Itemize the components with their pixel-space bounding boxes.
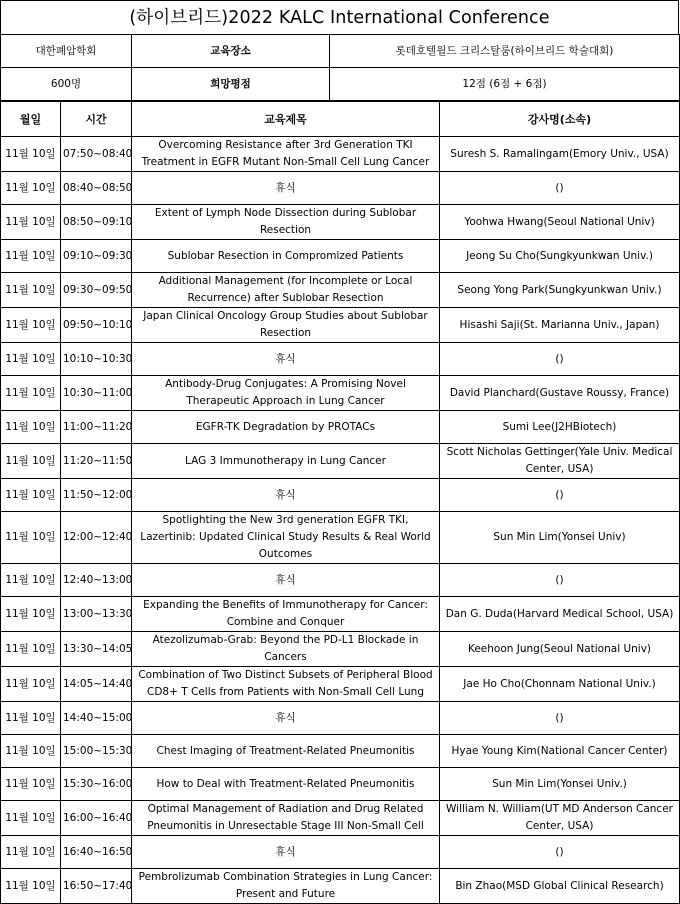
row-date: 11월 10일 xyxy=(1,667,61,702)
row-date: 11월 10일 xyxy=(1,137,61,172)
row-subject: Overcoming Resistance after 3rd Generation TKI Treatment in EGFR Mutant Non-Small Cell Lung Cancer xyxy=(132,137,440,172)
row-date: 11월 10일 xyxy=(1,240,61,273)
row-time: 16:00~16:40 xyxy=(61,801,132,836)
row-subject: How to Deal with Treatment-Related Pneumonitis xyxy=(132,768,440,801)
row-subject: 휴식 xyxy=(132,343,440,376)
row-time: 11:50~12:00 xyxy=(61,479,132,512)
table-row xyxy=(1,273,680,308)
info-row-score xyxy=(1,68,680,101)
row-date: 11월 10일 xyxy=(1,411,61,444)
info-table xyxy=(0,34,680,101)
row-speaker: () xyxy=(440,836,680,869)
row-time: 14:40~15:00 xyxy=(61,702,132,735)
row-date: 11월 10일 xyxy=(1,735,61,768)
row-subject: Extent of Lymph Node Dissection during Sublobar Resection xyxy=(132,205,440,240)
table-row xyxy=(1,836,680,869)
table-row xyxy=(1,512,680,564)
row-subject: Pembrolizumab Combination Strategies in Lung Cancer: Present and Future xyxy=(132,869,440,904)
header-speaker: 강사명(소속) xyxy=(440,102,680,137)
row-time: 13:00~13:30 xyxy=(61,597,132,632)
schedule-header-row xyxy=(1,102,680,137)
table-row xyxy=(1,343,680,376)
table-row xyxy=(1,869,680,904)
row-speaker: () xyxy=(440,479,680,512)
row-subject: Japan Clinical Oncology Group Studies about Sublobar Resection xyxy=(132,308,440,343)
row-speaker: Yoohwa Hwang(Seoul National Univ) xyxy=(440,205,680,240)
row-time: 09:10~09:30 xyxy=(61,240,132,273)
score-label: 희망평점 xyxy=(132,68,330,101)
row-date: 11월 10일 xyxy=(1,308,61,343)
table-row xyxy=(1,632,680,667)
table-row xyxy=(1,376,680,411)
row-subject: 휴식 xyxy=(132,702,440,735)
row-date: 11월 10일 xyxy=(1,702,61,735)
table-row xyxy=(1,735,680,768)
row-date: 11월 10일 xyxy=(1,273,61,308)
table-row xyxy=(1,667,680,702)
row-date: 11월 10일 xyxy=(1,444,61,479)
schedule-table xyxy=(0,101,680,904)
row-date: 11월 10일 xyxy=(1,172,61,205)
row-speaker: Hisashi Saji(St. Marianna Univ., Japan) xyxy=(440,308,680,343)
row-subject: Sublobar Resection in Compromized Patients xyxy=(132,240,440,273)
row-subject: Expanding the Benefits of Immunotherapy for Cancer: Combine and Conquer xyxy=(132,597,440,632)
row-time: 12:40~13:00 xyxy=(61,564,132,597)
row-speaker: David Planchard(Gustave Roussy, France) xyxy=(440,376,680,411)
schedule-rows xyxy=(1,137,680,904)
row-time: 13:30~14:05 xyxy=(61,632,132,667)
header-subject: 교육제목 xyxy=(132,102,440,137)
row-date: 11월 10일 xyxy=(1,597,61,632)
score-value: 12점 (6점 + 6점) xyxy=(330,68,680,101)
row-date: 11월 10일 xyxy=(1,512,61,564)
row-speaker: Jae Ho Cho(Chonnam National Univ.) xyxy=(440,667,680,702)
row-subject: Atezolizumab-Grab: Beyond the PD-L1 Blockade in Cancers xyxy=(132,632,440,667)
row-subject: Optimal Management of Radiation and Drug Related Pneumonitis in Unresectable Stage III Non-Small Cell xyxy=(132,801,440,836)
row-date: 11월 10일 xyxy=(1,869,61,904)
row-date: 11월 10일 xyxy=(1,205,61,240)
row-subject: EGFR-TK Degradation by PROTACs xyxy=(132,411,440,444)
row-time: 15:30~16:00 xyxy=(61,768,132,801)
table-row xyxy=(1,137,680,172)
row-date: 11월 10일 xyxy=(1,376,61,411)
row-speaker: Seong Yong Park(Sungkyunkwan Univ.) xyxy=(440,273,680,308)
table-row xyxy=(1,702,680,735)
row-subject: LAG 3 Immunotherapy in Lung Cancer xyxy=(132,444,440,479)
table-row xyxy=(1,205,680,240)
info-row-venue xyxy=(1,35,680,68)
row-date: 11월 10일 xyxy=(1,479,61,512)
venue-label: 교육장소 xyxy=(132,35,330,68)
row-time: 08:40~08:50 xyxy=(61,172,132,205)
row-speaker: Keehoon Jung(Seoul National Univ) xyxy=(440,632,680,667)
table-row xyxy=(1,801,680,836)
row-speaker: Sun Min Lim(Yonsei Univ.) xyxy=(440,768,680,801)
row-speaker: William N. William(UT MD Anderson Cancer Center, USA) xyxy=(440,801,680,836)
row-speaker: Jeong Su Cho(Sungkyunkwan Univ.) xyxy=(440,240,680,273)
row-subject: 휴식 xyxy=(132,836,440,869)
organizer: 대한폐암학회 xyxy=(1,35,132,68)
table-row xyxy=(1,768,680,801)
row-date: 11월 10일 xyxy=(1,564,61,597)
capacity: 600명 xyxy=(1,68,132,101)
row-date: 11월 10일 xyxy=(1,343,61,376)
row-time: 12:00~12:40 xyxy=(61,512,132,564)
row-subject: Antibody-Drug Conjugates: A Promising Novel Therapeutic Approach in Lung Cancer xyxy=(132,376,440,411)
row-speaker: Suresh S. Ramalingam(Emory Univ., USA) xyxy=(440,137,680,172)
row-subject: Chest Imaging of Treatment-Related Pneumonitis xyxy=(132,735,440,768)
row-time: 15:00~15:30 xyxy=(61,735,132,768)
row-speaker: Bin Zhao(MSD Global Clinical Research) xyxy=(440,869,680,904)
table-row xyxy=(1,597,680,632)
row-time: 09:30~09:50 xyxy=(61,273,132,308)
row-time: 11:00~11:20 xyxy=(61,411,132,444)
row-speaker: () xyxy=(440,702,680,735)
row-time: 10:30~11:00 xyxy=(61,376,132,411)
row-time: 11:20~11:50 xyxy=(61,444,132,479)
table-row xyxy=(1,308,680,343)
table-row xyxy=(1,172,680,205)
row-subject: Combination of Two Distinct Subsets of Peripheral Blood CD8+ T Cells from Patients with Non-Small Cell Lung xyxy=(132,667,440,702)
row-speaker: () xyxy=(440,343,680,376)
table-row xyxy=(1,444,680,479)
row-subject: 휴식 xyxy=(132,564,440,597)
table-row xyxy=(1,564,680,597)
row-subject: 휴식 xyxy=(132,172,440,205)
venue-value: 롯데호텔월드 크리스탈룸(하이브리드 학술대회) xyxy=(330,35,680,68)
page-title: (하이브리드)2022 KALC International Conference xyxy=(0,0,679,34)
table-row xyxy=(1,411,680,444)
row-date: 11월 10일 xyxy=(1,836,61,869)
row-speaker: () xyxy=(440,172,680,205)
row-time: 07:50~08:40 xyxy=(61,137,132,172)
row-speaker: () xyxy=(440,564,680,597)
row-time: 08:50~09:10 xyxy=(61,205,132,240)
header-time: 시간 xyxy=(61,102,132,137)
row-speaker: Scott Nicholas Gettinger(Yale Univ. Medical Center, USA) xyxy=(440,444,680,479)
row-time: 09:50~10:10 xyxy=(61,308,132,343)
row-speaker: Sun Min Lim(Yonsei Univ) xyxy=(440,512,680,564)
row-time: 10:10~10:30 xyxy=(61,343,132,376)
row-time: 16:40~16:50 xyxy=(61,836,132,869)
row-subject: Additional Management (for Incomplete or Local Recurrence) after Sublobar Resection xyxy=(132,273,440,308)
table-row xyxy=(1,479,680,512)
row-speaker: Dan G. Duda(Harvard Medical School, USA) xyxy=(440,597,680,632)
row-date: 11월 10일 xyxy=(1,768,61,801)
row-date: 11월 10일 xyxy=(1,801,61,836)
table-row xyxy=(1,240,680,273)
row-speaker: Sumi Lee(J2HBiotech) xyxy=(440,411,680,444)
header-date: 월일 xyxy=(1,102,61,137)
row-subject: 휴식 xyxy=(132,479,440,512)
row-date: 11월 10일 xyxy=(1,632,61,667)
row-time: 16:50~17:40 xyxy=(61,869,132,904)
row-time: 14:05~14:40 xyxy=(61,667,132,702)
row-subject: Spotlighting the New 3rd generation EGFR TKI, Lazertinib: Updated Clinical Study Results & Real World Outcomes xyxy=(132,512,440,564)
row-speaker: Hyae Young Kim(National Cancer Center) xyxy=(440,735,680,768)
